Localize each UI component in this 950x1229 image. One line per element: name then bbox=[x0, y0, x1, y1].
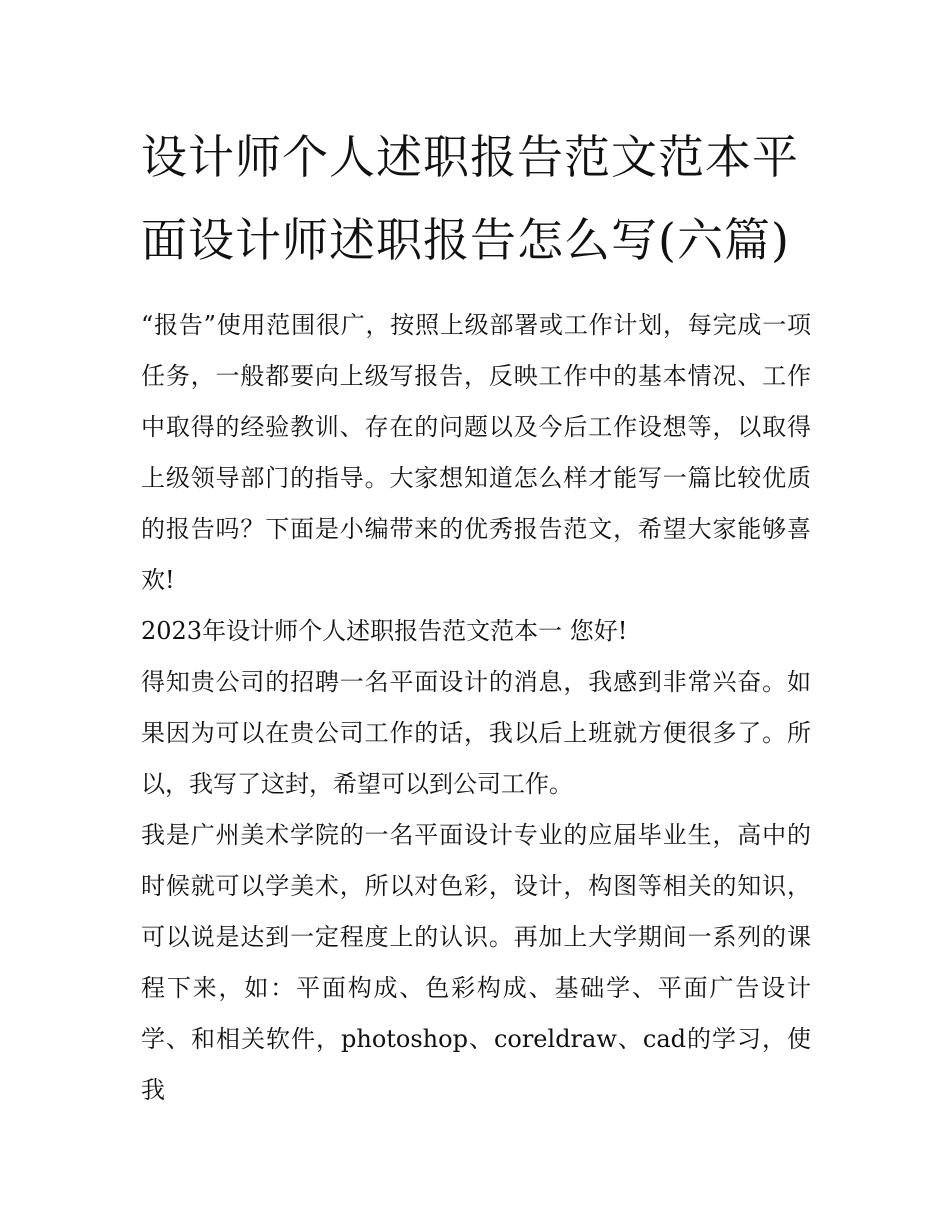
paragraph-job-interest: 得知贵公司的招聘一名平面设计的消息，我感到非常兴奋。如果因为可以在贵公司工作的话，我以后上班就方便很多了。所以，我写了这封，希望可以到公司工作。 bbox=[141, 668, 811, 798]
document-body bbox=[141, 300, 811, 1116]
paragraph-section-heading: 2023年设计师个人述职报告范文范本一 您好! bbox=[141, 617, 628, 645]
document-title: 设计师个人述职报告范文范本平面设计师述职报告怎么写(六篇) bbox=[141, 130, 799, 267]
document-page bbox=[141, 116, 811, 1116]
paragraph-intro: “报告”使用范围很广，按照上级部署或工作计划，每完成一项任务，一般都要向上级写报告，反映工作中的基本情况、工作中取得的经验教训、存在的问题以及今后工作设想等，以取得上级领导部门的指导。大家想知道怎么样才能写一篇比较优质的报告吗？下面是小编带来的优秀报告范文，希望大家能够喜欢! bbox=[141, 311, 811, 594]
paragraph-background: 我是广州美术学院的一名平面设计专业的应届毕业生，高中的时候就可以学美术，所以对色彩，设计，构图等相关的知识，可以说是达到一定程度上的认识。再加上大学期间一系列的课程下来，如：平面构成、色彩构成、基础学、平面广告设计学、和相关软件，photoshop、coreldraw、cad的学习，使我 bbox=[141, 821, 811, 1104]
